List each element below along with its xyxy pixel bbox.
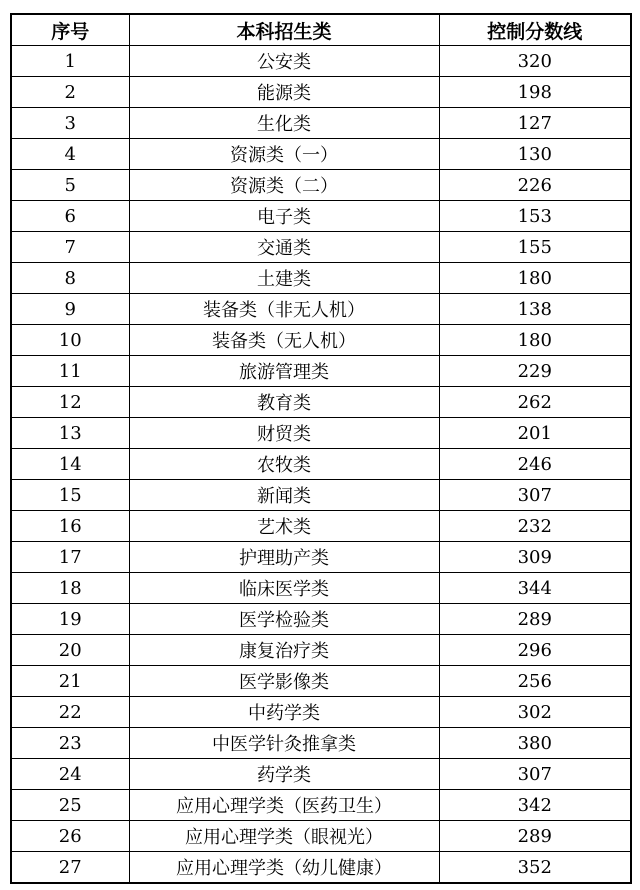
cell-no: 26 (11, 821, 129, 852)
cell-category: 中药学类 (129, 697, 439, 728)
cell-no: 21 (11, 666, 129, 697)
table-row (11, 821, 631, 852)
table-row (11, 635, 631, 666)
cell-category: 生化类 (129, 108, 439, 139)
cell-category: 临床医学类 (129, 573, 439, 604)
cell-category: 交通类 (129, 232, 439, 263)
cell-no: 25 (11, 790, 129, 821)
cell-category: 公安类 (129, 46, 439, 77)
cell-category: 电子类 (129, 201, 439, 232)
cell-no: 1 (11, 46, 129, 77)
cell-score: 289 (439, 821, 631, 852)
table-row (11, 790, 631, 821)
table-row (11, 170, 631, 201)
cell-score: 130 (439, 139, 631, 170)
cell-score: 289 (439, 604, 631, 635)
table-row (11, 325, 631, 356)
table-body (11, 46, 631, 884)
cell-score: 307 (439, 480, 631, 511)
cell-category: 财贸类 (129, 418, 439, 449)
cell-score: 342 (439, 790, 631, 821)
cell-category: 中医学针灸推拿类 (129, 728, 439, 759)
cell-category: 教育类 (129, 387, 439, 418)
table-row (11, 604, 631, 635)
cell-score: 302 (439, 697, 631, 728)
cell-no: 24 (11, 759, 129, 790)
cell-score: 226 (439, 170, 631, 201)
table-row (11, 108, 631, 139)
cell-score: 180 (439, 325, 631, 356)
cell-no: 16 (11, 511, 129, 542)
cell-no: 3 (11, 108, 129, 139)
table-row (11, 263, 631, 294)
cell-category: 护理助产类 (129, 542, 439, 573)
cell-no: 10 (11, 325, 129, 356)
cell-score: 320 (439, 46, 631, 77)
cell-category: 医学影像类 (129, 666, 439, 697)
cell-category: 农牧类 (129, 449, 439, 480)
table-row (11, 666, 631, 697)
cell-score: 155 (439, 232, 631, 263)
cell-score: 232 (439, 511, 631, 542)
cell-score: 344 (439, 573, 631, 604)
cell-score: 153 (439, 201, 631, 232)
cell-score: 138 (439, 294, 631, 325)
cell-category: 应用心理学类（眼视光） (129, 821, 439, 852)
header-category: 本科招生类 (129, 14, 439, 46)
cell-category: 医学检验类 (129, 604, 439, 635)
cell-no: 9 (11, 294, 129, 325)
cell-category: 旅游管理类 (129, 356, 439, 387)
cell-score: 256 (439, 666, 631, 697)
cell-no: 12 (11, 387, 129, 418)
table-row (11, 46, 631, 77)
cell-no: 5 (11, 170, 129, 201)
table-row (11, 759, 631, 790)
cell-score: 246 (439, 449, 631, 480)
cell-category: 新闻类 (129, 480, 439, 511)
cell-score: 352 (439, 852, 631, 884)
cell-no: 7 (11, 232, 129, 263)
score-table (10, 13, 632, 884)
cell-category: 应用心理学类（医药卫生） (129, 790, 439, 821)
cell-score: 201 (439, 418, 631, 449)
table-header-row (11, 14, 631, 46)
table-row (11, 852, 631, 884)
cell-category: 康复治疗类 (129, 635, 439, 666)
cell-no: 22 (11, 697, 129, 728)
cell-score: 229 (439, 356, 631, 387)
cell-no: 13 (11, 418, 129, 449)
cell-category: 艺术类 (129, 511, 439, 542)
table-row (11, 356, 631, 387)
table-row (11, 728, 631, 759)
cell-category: 药学类 (129, 759, 439, 790)
cell-score: 198 (439, 77, 631, 108)
table-row (11, 201, 631, 232)
cell-category: 装备类（无人机） (129, 325, 439, 356)
cell-score: 296 (439, 635, 631, 666)
table-row (11, 511, 631, 542)
table-row (11, 480, 631, 511)
cell-category: 资源类（一） (129, 139, 439, 170)
cell-no: 6 (11, 201, 129, 232)
cell-no: 15 (11, 480, 129, 511)
cell-no: 19 (11, 604, 129, 635)
cell-no: 14 (11, 449, 129, 480)
cell-no: 4 (11, 139, 129, 170)
cell-score: 180 (439, 263, 631, 294)
table-row (11, 232, 631, 263)
table-row (11, 139, 631, 170)
header-no: 序号 (11, 14, 129, 46)
cell-no: 23 (11, 728, 129, 759)
cell-category: 应用心理学类（幼儿健康） (129, 852, 439, 884)
cell-category: 土建类 (129, 263, 439, 294)
cell-score: 380 (439, 728, 631, 759)
cell-no: 2 (11, 77, 129, 108)
cell-score: 309 (439, 542, 631, 573)
cell-no: 27 (11, 852, 129, 884)
cell-score: 127 (439, 108, 631, 139)
cell-score: 307 (439, 759, 631, 790)
table-row (11, 697, 631, 728)
table-row (11, 294, 631, 325)
cell-no: 20 (11, 635, 129, 666)
table-row (11, 77, 631, 108)
table-row (11, 418, 631, 449)
table-row (11, 573, 631, 604)
cell-no: 11 (11, 356, 129, 387)
header-score: 控制分数线 (439, 14, 631, 46)
table-row (11, 387, 631, 418)
cell-no: 17 (11, 542, 129, 573)
cell-score: 262 (439, 387, 631, 418)
table-row (11, 449, 631, 480)
table-row (11, 542, 631, 573)
cell-category: 装备类（非无人机） (129, 294, 439, 325)
cell-no: 18 (11, 573, 129, 604)
cell-category: 能源类 (129, 77, 439, 108)
cell-category: 资源类（二） (129, 170, 439, 201)
cell-no: 8 (11, 263, 129, 294)
